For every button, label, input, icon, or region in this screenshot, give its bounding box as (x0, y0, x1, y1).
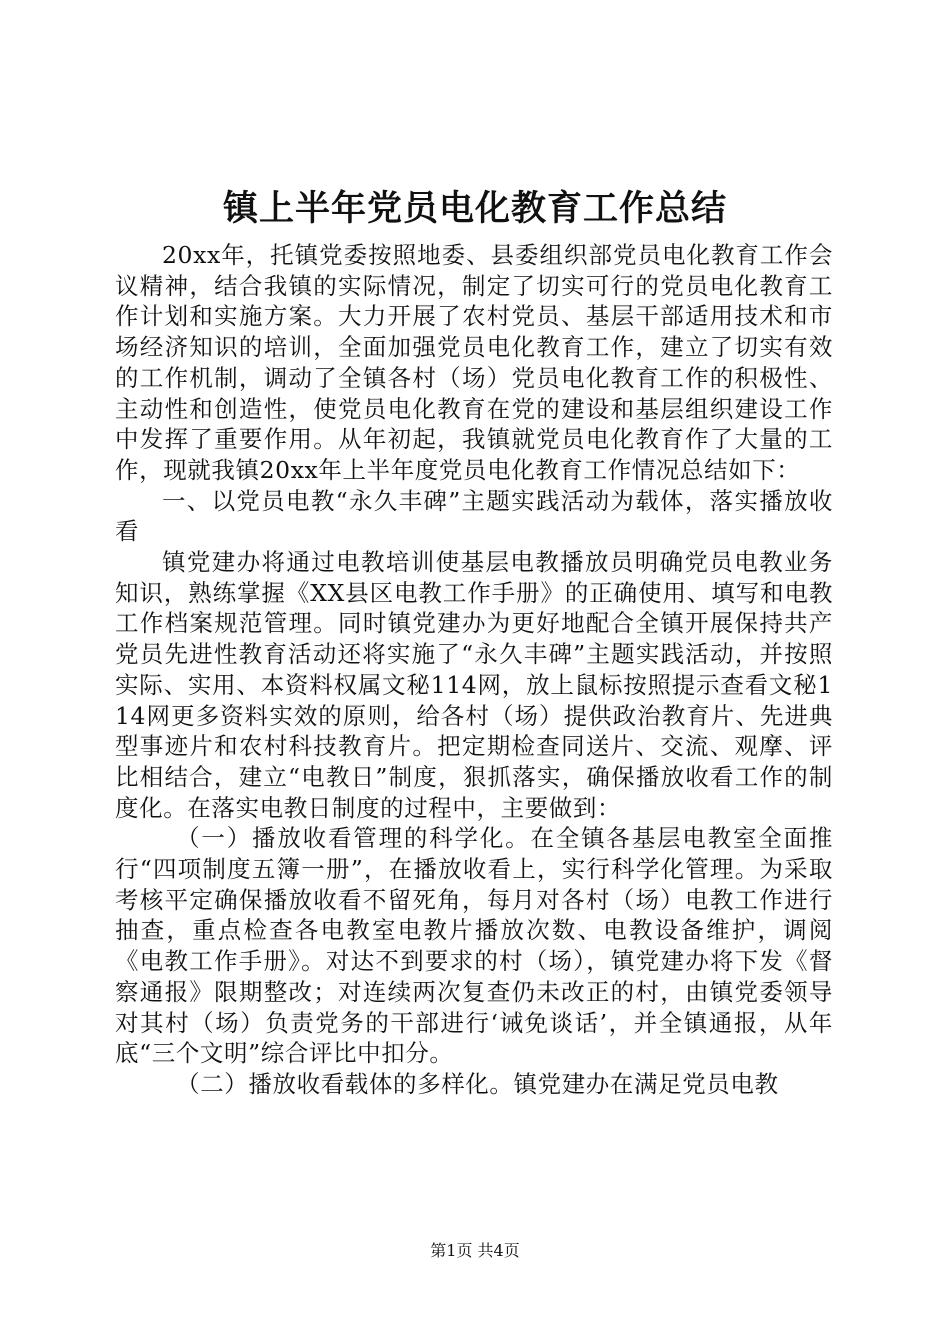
subsection-2: （二）播放收看载体的多样化。镇党建办在满足党员电教 (176, 1069, 779, 1098)
page-number-footer: 第1页 共4页 (430, 1241, 520, 1260)
document-title: 镇上半年党员电化教育工作总结 (222, 188, 727, 229)
subsection-1: （一）播放收看管理的科学化。在全镇各基层电教室全面推行“四项制度五簿一册”，在播放收看上，实行科学化管理。为采取考核平定确保播放收看不留死角，每月对各村（场）电教工作进行抽查，重点检查各电教室电教片播放次数、电教设备维护，调阅《电教工作手册》。对达不到要求的村（场），镇党建办将下发《督察通报》限期整改；对连续两次复查仍未改正的村，由镇党委领导对其村（场）负责党务的干部进行‘诫免谈话’，并全镇通报，从年底“三个文明”综合评比中扣分。 (115, 824, 833, 1068)
paragraph-section-1: 镇党建办将通过电教培训使基层电教播放员明确党员电教业务知识，熟练掌握《XX县区电教工作手册》的正确使用、填写和电教工作档案规范管理。同时镇党建办为更好地配合全镇开展保持共产党员先进性教育活动还将实施了“永久丰碑”主题实践活动，并按照实际、实用、本资料权属文秘114网，放上鼠标按照提示查看文秘114网更多资料实效的原则，给各村（场）提供政治教育片、先进典型事迹片和农村科技教育片。把定期检查同送片、交流、观摩、评比相结合，建立“电教日”制度，狠抓落实，确保播放收看工作的制度化。在落实电教日制度的过程中，主要做到： (115, 548, 833, 822)
paragraph-intro: 20xx年，托镇党委按照地委、县委组织部党员电化教育工作会议精神，结合我镇的实际情况，制定了切实可行的党员电化教育工作计划和实施方案。大力开展了农村党员、基层干部适用技术和市场经济知识的培训，全面加强党员电化教育工作，建立了切实有效的工作机制，调动了全镇各村（场）党员电化教育工作的积极性、主动性和创造性，使党员电化教育在党的建设和基层组织建设工作中发挥了重要作用。从年初起，我镇就党员电化教育作了大量的工作，现就我镇20xx年上半年度党员电化教育工作情况总结如下： (115, 241, 833, 484)
section-heading-1: 一、以党员电教“永久丰碑”主题实践活动为载体，落实播放收看 (115, 486, 833, 546)
document-body (115, 240, 833, 1100)
